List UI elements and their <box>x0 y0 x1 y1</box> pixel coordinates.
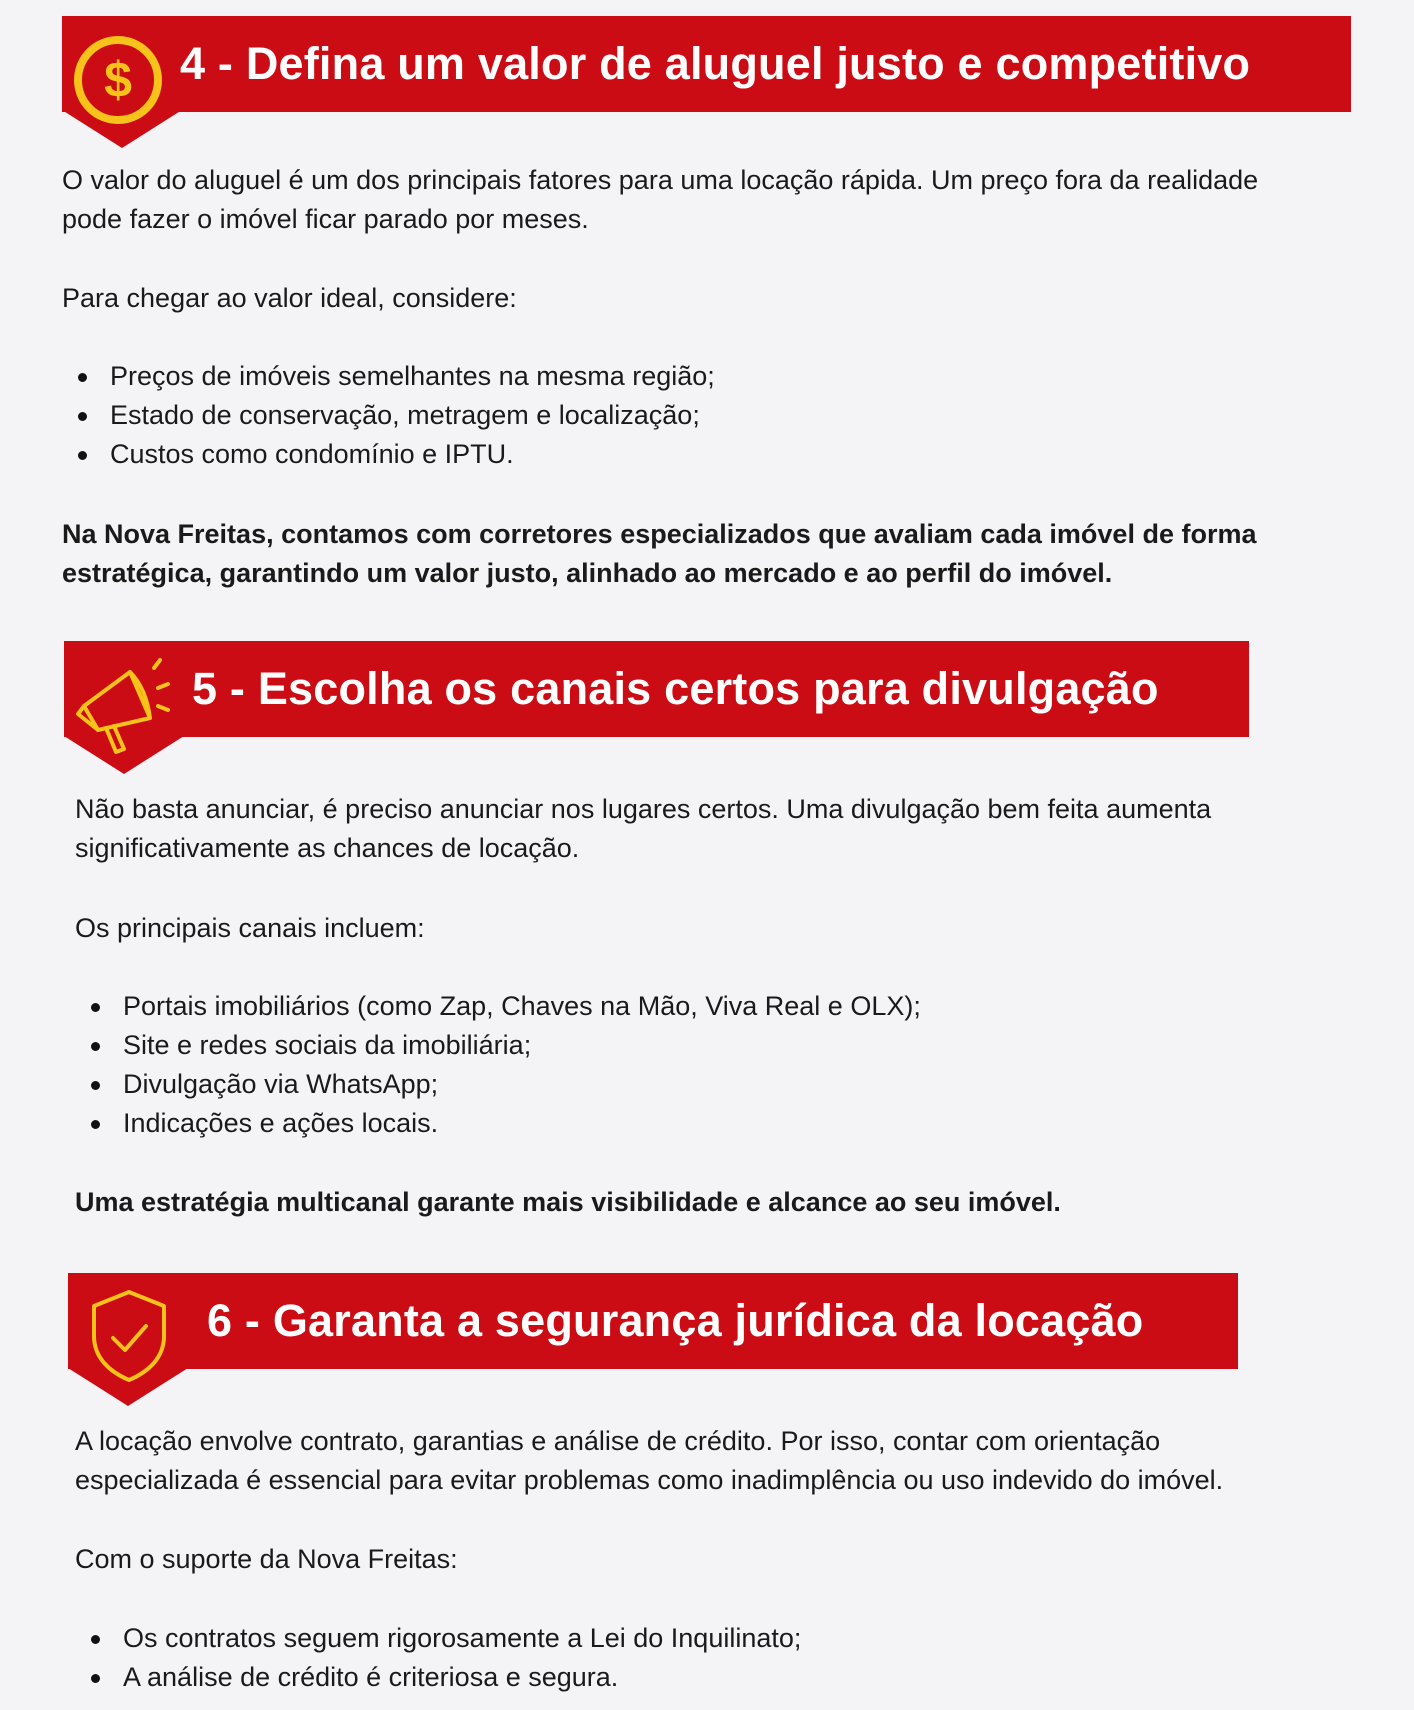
list-item: Custos como condomínio e IPTU. <box>62 435 715 474</box>
section-5-list <box>75 987 921 1143</box>
section-5-title: 5 - Escolha os canais certos para divulgação <box>192 663 1159 714</box>
section-4-lead: Para chegar ao valor ideal, considere: <box>62 283 517 313</box>
list-item: Estado de conservação, metragem e localização; <box>62 396 715 435</box>
list-item: Site e redes sociais da imobiliária; <box>75 1026 921 1065</box>
section-4-highlight-line-1: Na Nova Freitas, contamos com corretores especializados que avaliam cada imóvel de forma <box>62 519 1257 549</box>
svg-text:$: $ <box>104 52 132 108</box>
section-4-intro-line-2: pode fazer o imóvel ficar parado por meses. <box>62 204 589 234</box>
shield-check-icon <box>88 1288 170 1384</box>
section-5-highlight: Uma estratégia multicanal garante mais visibilidade e alcance ao seu imóvel. <box>75 1187 1061 1217</box>
section-5-lead: Os principais canais incluem: <box>75 913 425 943</box>
section-5-intro-line-1: Não basta anunciar, é preciso anunciar nos lugares certos. Uma divulgação bem feita aumenta <box>75 794 1212 824</box>
section-6-list <box>75 1619 801 1697</box>
section-5-intro-line-2: significativamente as chances de locação. <box>75 833 580 863</box>
section-6-lead: Com o suporte da Nova Freitas: <box>75 1544 458 1574</box>
section-4-title: 4 - Defina um valor de aluguel justo e competitivo <box>180 38 1251 89</box>
section-6-intro-line-1: A locação envolve contrato, garantias e análise de crédito. Por isso, contar com orientação <box>75 1426 1161 1456</box>
section-4-intro-line-1: O valor do aluguel é um dos principais fatores para uma locação rápida. Um preço fora da realidade <box>62 165 1259 195</box>
list-item: Portais imobiliários (como Zap, Chaves na Mão, Viva Real e OLX); <box>75 987 921 1026</box>
section-6-intro-line-2: especializada é essencial para evitar problemas como inadimplência ou uso indevido do imóvel. <box>75 1465 1224 1495</box>
list-item: Divulgação via WhatsApp; <box>75 1065 921 1104</box>
list-item: Preços de imóveis semelhantes na mesma região; <box>62 357 715 396</box>
section-4-list <box>62 357 715 474</box>
list-item: Indicações e ações locais. <box>75 1104 921 1143</box>
section-4-highlight-line-2: estratégica, garantindo um valor justo, alinhado ao mercado e ao perfil do imóvel. <box>62 558 1113 588</box>
list-item: Os contratos seguem rigorosamente a Lei do Inquilinato; <box>75 1619 801 1658</box>
section-6-title: 6 - Garanta a segurança jurídica da locação <box>207 1295 1144 1346</box>
list-item: A análise de crédito é criteriosa e segura. <box>75 1658 801 1697</box>
megaphone-icon <box>70 656 174 756</box>
dollar-coin-icon <box>72 34 164 126</box>
